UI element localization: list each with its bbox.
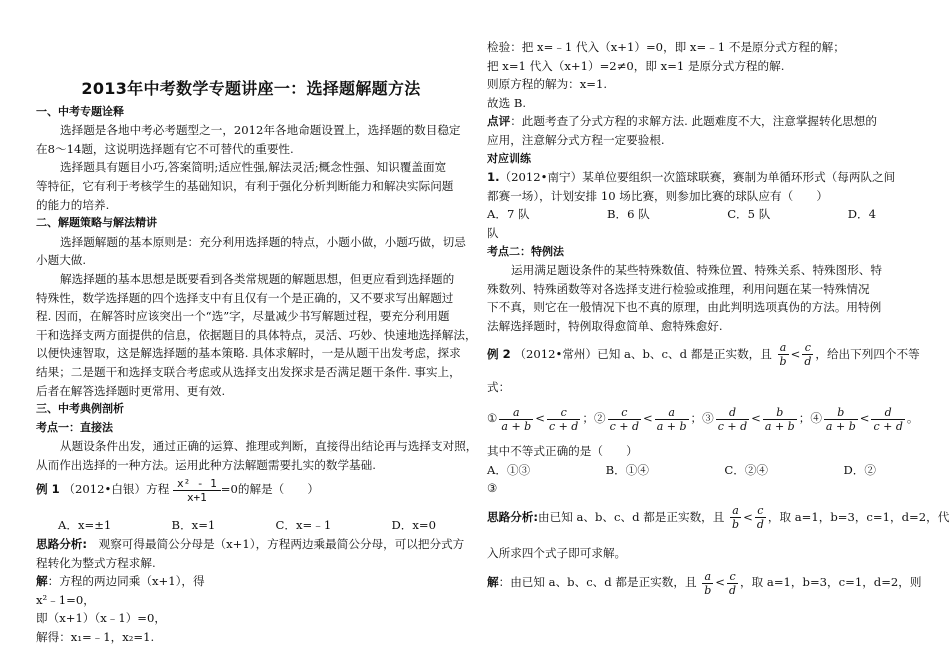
right-column: [487, 0, 950, 602]
kaodian-1-heading: 考点一：直接法: [36, 420, 113, 434]
equation-denominator: x+1: [186, 490, 207, 504]
option-b: B．x=1: [171, 518, 216, 533]
page-title: 2013年中考数学专题讲座一：选择题解题方法: [81, 79, 421, 98]
option-wrap: 队: [487, 225, 499, 240]
paragraph-line: 以便快速智取，这是解选择题的基本策略. 具体求解时，一是从题干出发考虑，探求: [36, 346, 461, 361]
paragraph-line: 的能力的培养.: [36, 197, 110, 212]
question-1-label: 1.: [487, 170, 500, 185]
inequality-4-mark: ④: [810, 411, 822, 426]
option-a: A．7 队: [487, 207, 530, 222]
paragraph-line: 在8～14题，这说明选择题有它不可替代的重要性.: [36, 141, 294, 156]
solution-text-2: ，取 a=1，b=3，c=1，d=2，则: [740, 575, 922, 590]
comment-line: [487, 112, 882, 131]
paragraph-line: 干和选择支两方面提供的信息，依据题目的具体特点，灵活、巧妙、快速地选择解法，: [36, 327, 477, 342]
analysis-2-line: 思路分析:由已知 a、b、c、d 都是正实数，且 $\frac{a}{b}$ < $\frac{c}{d}$ ，取 a=1，b=3，c=1，d=2，代: [487, 504, 950, 532]
training-heading: 对应训练: [487, 151, 531, 165]
example-1-source: （2012•白银）方程: [63, 482, 170, 497]
solution-step: 解得：x₁=﹣1，x₂=1.: [36, 630, 155, 645]
fraction-c-over-d: $\frac{c}{d}$: [729, 569, 737, 597]
question-1: [487, 168, 896, 187]
paragraph-line: 解选择题的基本思想是既要看到各类常规题的解题思想，但更应看到选择题的: [60, 271, 455, 286]
section-2-heading: 二、解题策略与解法精讲: [36, 216, 157, 230]
option-a: A．x=±1: [58, 518, 112, 533]
option-c: C．②④: [724, 462, 769, 477]
option-a: A．①③: [487, 462, 531, 477]
paragraph-line: 结果；二是题干和选择支联合考虑或从选择支出发探求是否满足题干条件. 事实上，: [36, 364, 461, 379]
paragraph-line: 从而作出选择的一种方法。运用此种方法解题需要扎实的数学基础.: [36, 457, 376, 472]
option-d: D．②: [843, 462, 876, 477]
inequality-list: ① $\frac{a}{a + b}$ < $\frac{c}{c + d}$ ；② $\frac{c}{c + d}$ < $\frac{a}{a + b}$ ；③ $\frac{d}{c + d}$ < $\frac{b}{a + b}$ ；④ $\frac{b}{a + b}$ < $\frac{d}{c + d}$ 。: [487, 405, 919, 433]
paragraph-line: 后者在解答选择题时更常用、更有效.: [36, 383, 226, 398]
paragraph-line: 殊数列、特殊函数等对各选择支进行检验或推理，利用问题在某一特殊情况: [487, 281, 870, 296]
option-wrap: ③: [487, 481, 498, 496]
paragraph-line: 都赛一场），计划安排 10 场比赛，则参加比赛的球队应有（ ）: [487, 188, 828, 203]
equation-fraction: [173, 477, 221, 504]
paragraph-line: 下不真，则它在一般情况下也不真的原理，由此判明选项真伪的方法。用特例: [487, 300, 882, 315]
fraction-a-over-b: $\frac{a}{b}$: [732, 504, 740, 532]
option-d: D．x=0: [391, 518, 436, 533]
solution-2-line: 解：由已知 a、b、c、d 都是正实数，且 $\frac{a}{b}$ < $\frac{c}{d}$ ，取 a=1，b=3，c=1，d=2，则: [487, 569, 922, 597]
analysis-line: [36, 535, 466, 554]
analysis-text: 观察可得最简公分母是（x+1），方程两边乘最简公分母，可以把分式方: [87, 537, 465, 552]
section-3-heading: 三、中考典例剖析: [36, 402, 124, 416]
left-column: [36, 0, 478, 647]
fraction-c-over-d: $\frac{c}{d}$: [804, 341, 812, 368]
solution-label: 解: [487, 575, 499, 590]
example-2-tail: ，给出下列四个不等: [815, 346, 920, 361]
option-d: D．4: [847, 207, 876, 222]
paragraph-line: 程. 因而，在解答时应该突出一个“选”字，尽量减少书写解题过程，要充分利用题: [36, 309, 450, 324]
analysis-label: 思路分析:: [36, 537, 88, 552]
example-2-options: [487, 461, 882, 480]
question-1-options: [487, 205, 882, 224]
analysis-label: 思路分析:: [487, 509, 539, 524]
option-b: B．①④: [605, 462, 649, 477]
example-2-label: 例 2: [487, 346, 511, 361]
example-2-wrap: 式：: [487, 379, 511, 394]
analysis-text: 由已知 a、b、c、d 都是正实数，且: [538, 509, 725, 524]
paragraph-line: 入所求四个式子即可求解。: [487, 545, 627, 560]
fraction-a-over-b: $\frac{a}{b}$: [704, 569, 712, 597]
paragraph-line: 等特征，它有利于考核学生的基础知识，有利于强化分析判断能力和解决实际问题: [36, 178, 454, 193]
question-1-text: （2012•南宁）某单位要组织一次篮球联赛，赛制为单循环形式（每两队之间: [499, 170, 896, 185]
option-b: B．6 队: [607, 207, 650, 222]
paragraph-line: 选择题解题的基本原则是：充分利用选择题的特点，小题小做，小题巧做，切忌: [60, 234, 466, 249]
example-1-label: 例 1: [36, 482, 60, 497]
paragraph-line: 特殊性，数学选择题的四个选择支中有且仅有一个是正确的，又不要求写出解题过: [36, 290, 454, 305]
fraction-c-over-d: $\frac{c}{d}$: [756, 504, 764, 532]
option-c: C．5 队: [727, 207, 771, 222]
solution-text: ：由已知 a、b、c、d 都是正实数，且: [498, 575, 697, 590]
section-1-heading: 一、中考专题诠释: [36, 104, 124, 118]
solution-line: [36, 572, 466, 591]
paragraph-line: 运用满足题设条件的某些特殊数值、特殊位置、特殊关系、特殊图形、特: [511, 263, 883, 278]
paragraph-line: 从题设条件出发，通过正确的运算、推理或判断，直接得出结论再与选择支对照，: [60, 439, 478, 454]
paragraph-line: 选择题具有题目小巧,答案简明;适应性强,解法灵活;概念性强、知识覆盖面宽: [60, 160, 447, 175]
example-1-tail: 的解是（ ）: [237, 482, 320, 497]
example-2: 例 2 （2012•常州）已知 a、b、c、d 都是正实数，且 $\frac{a}{b}$ < $\frac{c}{d}$ ，给出下列四个不等: [487, 341, 920, 368]
paragraph-line: 法解选择题时，特例取得愈简单、愈特殊愈好.: [487, 318, 723, 333]
check-line: 检验：把 x=﹣1 代入（x+1）=0，即 x=﹣1 不是原分式方程的解；: [487, 40, 845, 54]
inequality-2-mark: ②: [593, 411, 606, 426]
option-c: C．x=﹣1: [275, 518, 332, 533]
example-1-options: [36, 516, 466, 535]
paragraph-line: 小题大做.: [36, 253, 87, 268]
inequality-1-mark: ①: [487, 411, 498, 426]
equation-numerator: x² - 1: [173, 477, 221, 491]
paragraph-line: 应用，注意解分式方程一定要验根.: [487, 132, 665, 147]
solution-label: 解: [36, 574, 48, 589]
check-line: 把 x=1 代入（x+1）=2≠0，即 x=1 是原分式方程的解.: [487, 58, 785, 73]
paragraph-line: 选择题是各地中考必考题型之一，2012年各地命题设置上，选择题的数目稳定: [60, 123, 461, 138]
comment-text: ：此题考查了分式方程的求解方法. 此题难度不大，注意掌握转化思想的: [510, 114, 877, 129]
inequality-3-mark: ③: [702, 411, 714, 426]
check-line: 则原方程的解为：x=1.: [487, 77, 608, 92]
paragraph-line: 程转化为整式方程求解.: [36, 555, 156, 570]
example-2-question: 其中不等式正确的是（ ）: [487, 444, 638, 459]
solution-step: x²﹣1=0，: [36, 592, 95, 607]
example-2-source: （2012•常州）已知 a、b、c、d 都是正实数，且: [514, 346, 772, 361]
solution-text: ：方程的两边同乘（x+1），得: [47, 574, 205, 589]
example-1: [36, 474, 466, 504]
solution-step: 即（x+1）（x﹣1）=0，: [36, 611, 166, 626]
fraction-a-over-b: $\frac{a}{b}$: [779, 341, 787, 368]
check-line: 故选 B.: [487, 95, 527, 110]
kaodian-2-heading: 考点二：特例法: [487, 244, 564, 258]
equation-rhs: =0: [220, 482, 238, 497]
comment-label: 点评: [487, 114, 511, 129]
analysis-text-2: ，取 a=1，b=3，c=1，d=2，代: [767, 509, 950, 524]
